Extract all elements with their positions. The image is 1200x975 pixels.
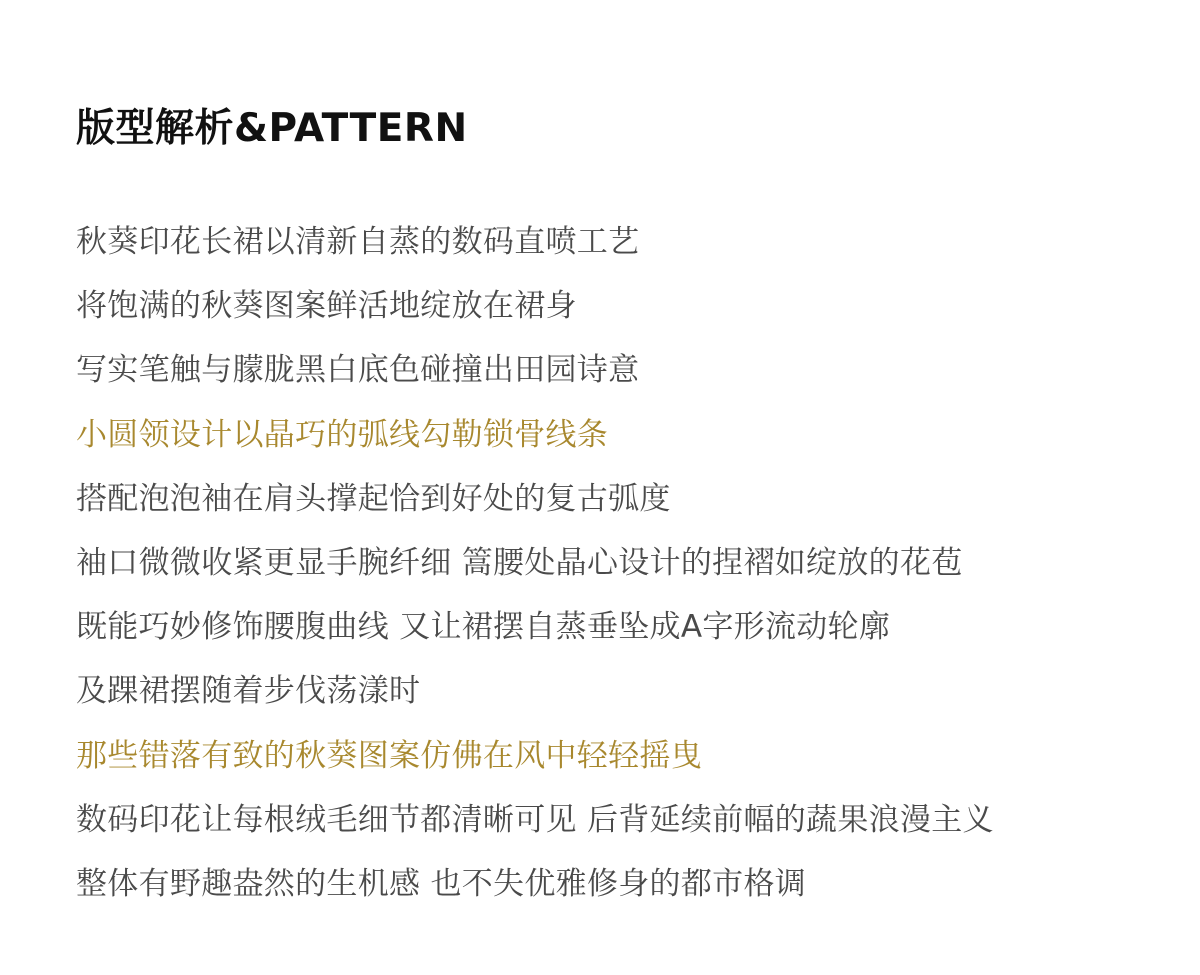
text-line-6: 袖口微微收紧更显手腕纤细 篙腰处晶心设计的捏褶如绽放的花苞 <box>76 544 963 581</box>
highlight-line-2: 那些错落有致的秋葵图案仿佛在风中轻轻摇曳 <box>76 737 702 774</box>
text-line-5: 搭配泡泡袖在肩头撑起恰到好处的复古弧度 <box>76 480 671 517</box>
text-line-2: 将饱满的秋葵图案鲜活地绽放在裙身 <box>76 288 577 325</box>
text-line-10: 数码印花让每根绒毛细节都清晰可见 后背延续前幅的蔬果浪漫主义 <box>76 801 994 838</box>
text-line-1: 秋葵印花长裙以清新自蒸的数码直喷工艺 <box>76 224 640 260</box>
text-line-11: 整体有野趣盎然的生机感 也不失优雅修身的都市格调 <box>76 865 807 902</box>
highlight-line-1: 小圆领设计以晶巧的弧线勾勒锁骨线条 <box>76 416 609 453</box>
text-line-3: 写实笔触与朦胧黑白底色碰撞出田园诗意 <box>76 352 640 389</box>
description-lines <box>76 220 994 926</box>
page-title: 版型解析&PATTERN <box>76 106 468 151</box>
text-line-7: 既能巧妙修饰腰腹曲线 又让裙摆自蒸垂坠成A字形流动轮廓 <box>76 609 891 646</box>
text-line-8: 及踝裙摆随着步伐荡漾时 <box>76 673 421 710</box>
